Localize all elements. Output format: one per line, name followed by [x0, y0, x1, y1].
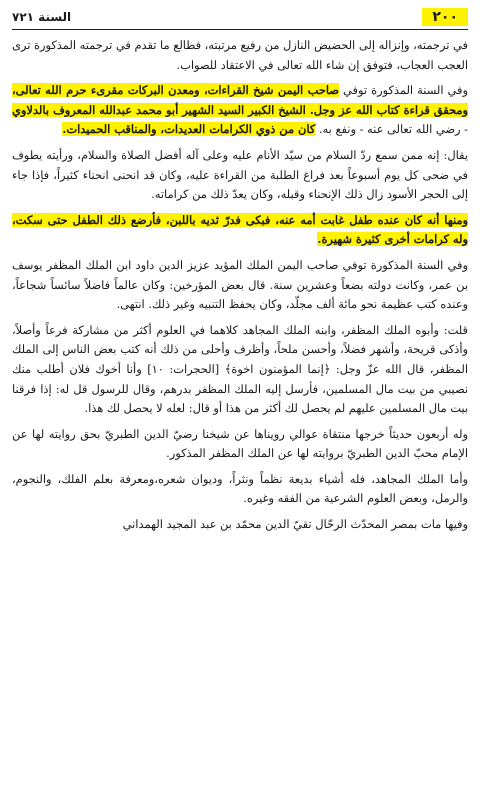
page-header: [12, 8, 468, 30]
highlighted-text: صاحب اليمن شيخ القراءات، ومعدن البركات مقرىء حرم الله تعالى، ومحقق قراءة كتاب الله عز وجل. الشيخ الكبير السيد الشهير أبو محمد عبدالله المعروف بالدلاوي: [12, 83, 468, 117]
paragraph-text: - رضي الله تعالى عنه - ونفع به.: [315, 122, 468, 137]
paragraph-text: وأما الملك المجاهد، فله أشياء بديعة نظماً ونثراً، وديوان شعره،ومعرفة بعلم الفلك، والنجوم، والرمل، وبعض العلوم الشرعية من الفقه وغيره.: [12, 471, 468, 506]
paragraph-text: في ترجمته، وإنزاله إلى الحضيض النازل من رفيع مرتبته، فطالع ما تقدم في ترجمته المذكورة ترى العجب العجاب، فتوفق إن شاء الله تعالى في الاعتقاد للصواب.: [12, 38, 468, 72]
paragraph-text: قلت: وأبوه الملك المظفر، وابنه الملك المجاهد كلاهما في العلوم أكثر من مشاركة فرعاً وأصلاً، وأذكى قريحة، وأشهر فضلاً، وأحسن ملحاً، وأظرف وأحلى من ذلك أنه كتب بعض الناس إلى الملك المظفر، قال الله عزّ وجل: ﴿إنما المؤمنون اخوة﴾ [الحجرات: ١٠] وأنا أخوك فلان أطلب منك نصيبي من بيت مال المسلمين، فأرسل إليه الملك المظفر بدرهم، وقال للرسول قل له: إذا فرقنا بيت مال المسلمين عليهم لم يحصل لك أكثر من هذا أو قال: لعله لا يحصل لك هذا.: [12, 322, 468, 416]
paragraph-9: [12, 515, 468, 535]
year-label: السنة ٧٢١: [12, 10, 72, 24]
paragraph-text: وفي السنة المذكورة توفي صاحب اليمن الملك المؤيد عزيز الدين داود ابن الملك المظفر يوسف بن عمر، وكانت دولته بضعاً وعشرين سنة. قال بعض المؤرخين: وكان عالماً فاضلاً سائساً شجاعاً، وعنده كتب عظيمة نحو مائة ألف مجلّد، وكان يحفظ التنبيه وغير ذلك. انتهى.: [12, 257, 468, 312]
paragraph-7: [12, 425, 468, 464]
paragraph-4: [12, 211, 468, 250]
paragraph-text: وله أربعون حديثاً خرجها منتقاة عوالي رويناها عن شيخنا رضيّ الدين الطبريّ بحق روايته لها عن الإمام محبّ الدين الطبريّ بروايته لها عن الملك المظفر المذكور.: [12, 426, 468, 461]
highlighted-text: كان من ذوي الكرامات العديدات، والمناقب الحميدات.: [62, 122, 316, 137]
highlighted-text: ومنها أنه كان عنده طفل غابت أمه عنه، فبكى فدرّ ثديه باللبن، فأرضع ذلك الطفل حتى سكت، وله كرامات أخرى كثيرة شهيرة.: [12, 212, 468, 247]
paragraph-text: يقال: إنه ممن سمع ردّ السلام من سيّد الأنام عليه وعلى آله أفضل الصلاة والسلام، ورأيته يطوف في ضحى كل يوم أسبوعاً بعد فراغ الطلبة من القراءة عليه، وكان قد انحنى انحناء كثيراً، فإذا جاء إلى الحجر الأسود زال ذلك الإنحناء وقبله، وكان يعدّ ذلك من كراماته.: [12, 147, 468, 202]
page-number: ٢٠٠: [422, 8, 468, 26]
paragraph-1: [12, 36, 468, 75]
paragraph-6: [12, 321, 468, 419]
paragraph-5: [12, 256, 468, 315]
paragraph-8: [12, 470, 468, 509]
paragraph-2: [12, 81, 468, 140]
paragraph-3: [12, 146, 468, 205]
paragraph-text: وفي السنة المذكورة توفي: [338, 83, 468, 98]
paragraph-text: وفيها مات بمصر المحدّث الرحّال تقيّ الدين محمّد بن عبد المجيد الهمداني: [122, 517, 468, 532]
